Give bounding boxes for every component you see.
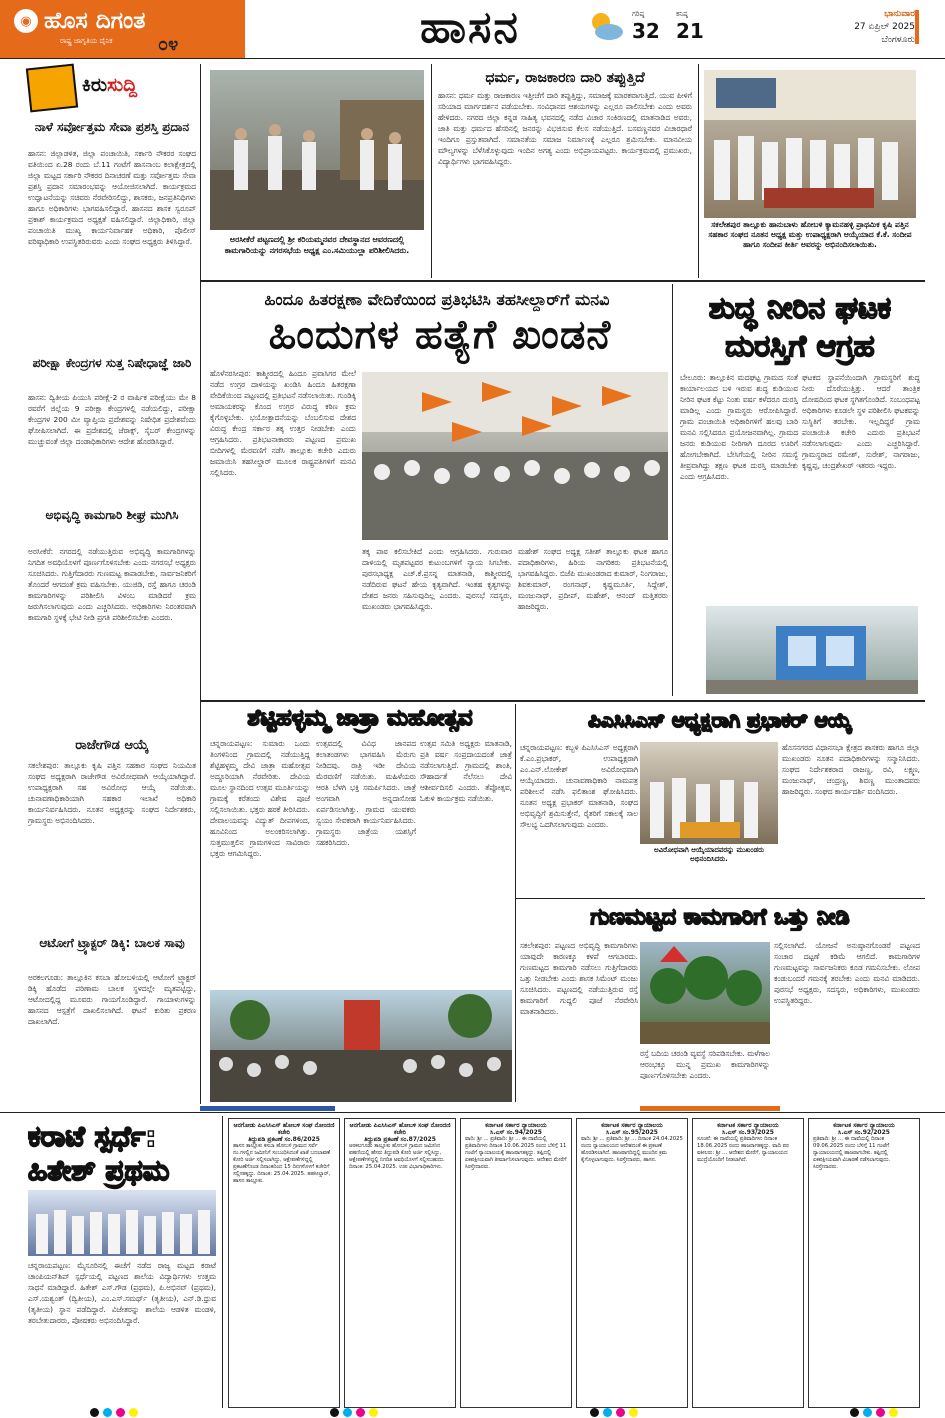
page-number: ೦೪ <box>158 34 179 55</box>
pacs-body-1: ಚನ್ನರಾಯಪಟ್ಟಣ: ಕಬ್ಬಳಿ ಪಿಎಸಿಸಿಎಸ್ ಅಧ್ಯಕ್ಷರಾಗಿ ಕೆ.ಎಂ.ಪ್ರಭಾಕರ್, ಉಪಾಧ್ಯಕ್ಷರಾಗಿ ಎಂ.ಎನ್.ಲೋಕೇಶ್ ಅವಿರೋಧವಾಗಿ ಆಯ್ಕೆಯಾದರು. ಚುನಾವಣಾಧಿಕಾರಿ ನಾಮಪತ್ರ ಪರಿಶೀಲನೆ ನಡೆಸಿ ಫಲಿತಾಂಶ ಘೋಷಿಸಿದರು. ನೂತನ ಅಧ್ಯಕ್ಷ ಪ್ರಭಾಕರ್ ಮಾತನಾಡಿ, ಸಂಘದ ಅಭಿವೃದ್ಧಿಗೆ ಶ್ರಮಿಸುತ್ತೇನೆ, ರೈತರಿಗೆ ಸಕಾಲಕ್ಕೆ ಸಾಲ ಸೌಲಭ್ಯ ಒದಗಿಸಲಾಗುವುದು ಎಂದರು. <box>520 743 638 829</box>
photo-protest <box>362 372 668 540</box>
kiru-suddi-title: ಕಿರುಸುದ್ದಿ <box>82 74 138 96</box>
lead-body-1: ಹೊಳೆನರಸೀಪುರ: ಕಾಶ್ಮೀರದಲ್ಲಿ ಹಿಂದೂ ಪ್ರವಾಸಿಗರ ಮೇಲೆ ನಡೆದ ಉಗ್ರರ ದಾಳಿಯನ್ನು ಖಂಡಿಸಿ ಹಿಂದೂ ಹಿತರಕ್ಷಣಾ ವೇದಿಕೆಯಿಂದ ಪಟ್ಟಣದಲ್ಲಿ ಪ್ರತಿಭಟನೆ ನಡೆಸಲಾಯಿತು. ಗುಂಡಿಕ್ಕಿ ಅಮಾಯಕರನ್ನು ಕೊಂದ ಉಗ್ರರ ವಿರುದ್ಧ ಕಠಿಣ ಕ್ರಮ ಕೈಗೊಳ್ಳಬೇಕು. ಭಯೋತ್ಪಾದನೆಯನ್ನು ಬೆಂಬಲಿಸುವ ದೇಶದ ವಿರುದ್ಧ ಕೇಂದ್ರ ಸರ್ಕಾರ ತಕ್ಕ ಉತ್ತರ ನೀಡಬೇಕು ಎಂದು ಆಗ್ರಹಿಸಿದರು. ಪ್ರತಿಭಟನಾಕಾರರು ಪಟ್ಟಣದ ಪ್ರಮುಖ ಬೀದಿಗಳಲ್ಲಿ ಮೆರವಣಿಗೆ ನಡೆಸಿ ತಾಲ್ಲೂಕು ಕಚೇರಿ ಎದುರು ಜಮಾಯಿಸಿ ತಹಸೀಲ್ದಾರ್ ಮೂಲಕ ರಾಷ್ಟ್ರಪತಿಗಳಿಗೆ ಮನವಿ ಸಲ್ಲಿಸಿದರು. <box>210 369 356 477</box>
photo-water-unit <box>706 606 918 694</box>
photo-felicitation-people-icon <box>704 70 916 218</box>
jatre-body-1: ಚನ್ನರಾಯಪಟ್ಟಣ: ಸುಮಾರು ಒಂದು ತಿಂಗಳಿನಿಂದ ಗ್ರಾಮದಲ್ಲಿ ನಡೆಯುತ್ತಿದ್ದ ಶೆಟ್ಟಿಹಳ್ಳಮ್ಮ ದೇವಿ ಜಾತ್ರಾ ಮಹೋತ್ಸವ ಅದ್ದೂರಿಯಾಗಿ ನೆರವೇರಿತು. ದೇವಿಯ ಮೂಲ ಸ್ಥಾನದಿಂದ ಉತ್ಸವ ಮೂರ್ತಿಯನ್ನು ಗ್ರಾಮಕ್ಕೆ ಕರೆತಂದು ವಿಶೇಷ ಪೂಜೆ ಸಲ್ಲಿಸಲಾಯಿತು. ಭಕ್ತರು ಹರಕೆ ತೀರಿಸಿದರು. ದೇವಾಲಯವನ್ನು ವಿದ್ಯುತ್ ದೀಪಗಳಿಂದ, ಹೂವಿನಿಂದ ಅಲಂಕರಿಸಲಾಗಿತ್ತು. ಸುತ್ತಮುತ್ತಲಿನ ಗ್ರಾಮಗಳಿಂದ ಸಾವಿರಾರು ಭಕ್ತರು ಆಗಮಿಸಿದ್ದರು. <box>210 739 310 858</box>
photo-karate-students-icon <box>28 1190 216 1256</box>
column-rule <box>698 64 699 278</box>
caption-felicitation: ಸಕಲೇಶಪುರ ತಾಲ್ಲೂಕು ಹಾನುಬಾಳು ಹೋಬಳಿ ಕ್ಯಾಮನಹಳ್ಳಿ ಪ್ರಾಥಮಿಕ ಕೃಷಿ ಪತ್ತಿನ ಸಹಕಾರ ಸಂಘದ ನೂತನ ಅಧ್ಯಕ್ಷ ಮತ್ತು ಉಪಾಧ್ಯಕ್ಷರಾಗಿ ಆಯ್ಕೆಯಾದ ಕೆ.ಕೆ. ಸಂದೀಪ ಹಾಗೂ ಸಂದೀಪ ಕೀರ್ತಿ ಅವರನ್ನು ಅಭಿನಂದಿಸಲಾಯಿತು. <box>708 220 912 249</box>
section-rule <box>200 700 925 702</box>
min-temp: ಕನಿಷ್ಠ 21 <box>676 10 704 43</box>
dateline: ಭಾನುವಾರ 27 ಏಪ್ರಿಲ್ 2025 ಬೆಂಗಳೂರು <box>854 9 915 45</box>
brief-body-2: ಹಾಸನ: ದ್ವಿತೀಯ ಪಿಯುಸಿ ಪರೀಕ್ಷೆ-2 ರ ವಾರ್ಷಿಕ ಪರೀಕ್ಷೆಯು ಮೇ 8 ರವರೆಗೆ ಜಿಲ್ಲೆಯ 9 ಪರೀಕ್ಷಾ ಕೇಂದ್ರಗಳಲ್ಲಿ ನಡೆಯಲಿದ್ದು, ಪರೀಕ್ಷಾ ಕೇಂದ್ರಗಳ 200 ಮೀ ವ್ಯಾಪ್ತಿಯ ಪ್ರದೇಶವನ್ನು ನಿಷೇಧಿತ ಪ್ರದೇಶವೆಂದು ಘೋಷಿಸಲಾಗಿದೆ. ಈ ಪ್ರದೇಶದಲ್ಲಿ ಜೆರಾಕ್ಸ್, ಸೈಬರ್ ಕೇಂದ್ರಗಳನ್ನು ಮುಚ್ಚುವಂತೆ ಜಿಲ್ಲಾ ದಂಡಾಧಿಕಾರಿಗಳು ಆದೇಶ ಹೊರಡಿಸಿದ್ದಾರೆ. <box>28 393 196 446</box>
water-headline: ಶುದ್ಧ ನೀರಿನ ಘಟಕ ದುರಸ್ತಿಗೆ ಆಗ್ರಹ <box>708 291 892 364</box>
registration-dots-mid <box>330 1408 378 1417</box>
registration-dots-far-right <box>850 1408 898 1417</box>
photo-quality-plantation-icon <box>640 942 770 1044</box>
kiru-hand-icon <box>26 64 78 113</box>
logo <box>14 6 234 36</box>
brief-headline-3: ಅಭಿವೃದ್ಧಿ ಕಾಮಗಾರಿ ಶೀಘ್ರ ಮುಗಿಸಿ <box>45 508 179 522</box>
lead-headline: ಹಿಂದುಗಳ ಹತ್ಯೆಗೆ ಖಂಡನೆ <box>268 312 612 358</box>
brief-headline-1: ನಾಳೆ ಸರ್ವೋತ್ತಮ ಸೇವಾ ಪ್ರಶಸ್ತಿ ಪ್ರದಾನ <box>34 120 190 134</box>
jatre-body-2: ಉತ್ಸವದಲ್ಲಿ ವಿವಿಧ ಜಾನಪದ ಕಲಾತಂಡಗಳು ಭಾಗವಹಿಸಿ ಮೆರುಗು ನೀಡಿದವು. ರಾತ್ರಿ ಇಡೀ ದೇವಿಯ ಮೆರವಣಿಗೆ ನಡೆಯಿತು. ಮಹಿಳೆಯರು ಆರತಿ ಬೆಳಗಿ ಭಕ್ತಿ ಸಮರ್ಪಿಸಿದರು. ಜಾತ್ರೆ ಅಂಗವಾಗಿ ಅನ್ನದಾಸೋಹ ಏರ್ಪಡಿಸಲಾಗಿತ್ತು. ಗ್ರಾಮದ ಯುವಕರು ಸ್ವಯಂ ಸೇವಕರಾಗಿ ಕಾರ್ಯನಿರ್ವಹಿಸಿದರು. ಗ್ರಾಮಸ್ಥರು ಜಾತ್ರೆಯ ಯಶಸ್ಸಿಗೆ ಸಹಕರಿಸಿದರು. <box>316 739 416 847</box>
notice-2: ಆನಗೋಡು ಪಿಎಸಿಸಿಎಸ್ ಹೋಬಳಿ ಸಂಘ ನೋಂದಣಿ ಕಚೇರಿ ತಿದ್ದುಪಡಿ ಪ್ರಕಟಣೆ ಸಂ.87/2025 ಅರಕಲಗೂಡು ತಾಲ್ಲೂಕು ಹೋಬಳಿ ಗ್ರಾಮದ ಜಮೀನಿನ ಪಹಣಿಯಲ್ಲಿ ಹೆಸರು ತಿದ್ದುಪಡಿ ಕೋರಿ ಅರ್ಜಿ ಸಲ್ಲಿಸಿದ್ದು, ಆಕ್ಷೇಪಣೆಗಳಿದ್ದಲ್ಲಿ ನಿಗದಿತ ಅವಧಿಯೊಳಗೆ ಸಲ್ಲಿಸಬಹುದು. ದಿನಾಂಕ: 25.04.2025. ಉಪ ವಿಭಾಗಾಧಿಕಾರಿಗಳು. <box>344 1118 456 1408</box>
quality-headline: ಗುಣಮಟ್ಟದ ಕಾಮಗಾರಿಗೆ ಒತ್ತು ನೀಡಿ <box>590 905 850 930</box>
legal-notices <box>228 1118 920 1408</box>
photo-inspection-people-icon <box>210 70 424 230</box>
water-body-2: ಘಟಕದ ಸ್ಥಾಪನೆಯಿಂದಾಗಿ ಗ್ರಾಮಸ್ಥರಿಗೆ ಶುದ್ಧ ನೀರು ದೊರೆಯುತ್ತಿತ್ತು. ಆದರೆ ತಾಂತ್ರಿಕ ದೋಷದಿಂದ ಘಟಕ ಸ್ಥಗಿತಗೊಂಡಿದೆ. ಸಂಬಂಧಪಟ್ಟ ಅಧಿಕಾರಿಗಳು ಕೂಡಲೇ ಸ್ಥಳ ಪರಿಶೀಲಿಸಿ ಘಟಕವನ್ನು ಸುಸ್ಥಿತಿಗೆ ತರಬೇಕು. ಇಲ್ಲದಿದ್ದರೆ ಗ್ರಾಮ ಪಂಚಾಯಿತಿ ಕಚೇರಿ ಎದುರು ಪ್ರತಿಭಟನೆ ನಡೆಸಲಾಗುವುದು ಎಂದು ಎಚ್ಚರಿಸಿದ್ದಾರೆ. ಗ್ರಾಮಸ್ಥರಾದ ರಮೇಶ್, ಸುರೇಶ್, ನಾಗರಾಜು, ಕೃಷ್ಣಪ್ಪ, ಚಂದ್ರಶೇಖರ್ ಇತರರು ಇದ್ದರು. <box>802 373 920 470</box>
column-rule <box>200 64 201 1104</box>
brief-headline-5: ಆಟೋಗೆ ಟ್ರ್ಯಾಕ್ಟರ್ ಡಿಕ್ಕಿ: ಬಾಲಕ ಸಾವು <box>39 936 185 950</box>
karate-headline: ಕರಾಟೆ ಸ್ಪರ್ಧೆ: ಹಿತೇಶ್ ಪ್ರಥಮ <box>28 1120 170 1187</box>
jatre-headline: ಶೆಟ್ಟಿಹಳ್ಳಮ್ಮ ಜಾತ್ರಾ ಮಹೋತ್ಸವ <box>247 706 473 731</box>
brief-body-3: ಅರಸೀಕೆರೆ: ನಗರದಲ್ಲಿ ನಡೆಯುತ್ತಿರುವ ಅಭಿವೃದ್ಧಿ ಕಾಮಗಾರಿಗಳನ್ನು ನಿಗದಿತ ಅವಧಿಯೊಳಗೆ ಪೂರ್ಣಗೊಳಿಸಬೇಕು ಎಂದು ನಗರಸಭೆ ಅಧ್ಯಕ್ಷರು ಸೂಚಿಸಿದರು. ಗುತ್ತಿಗೆದಾರರು ಗುಣಮಟ್ಟ ಕಾಪಾಡಬೇಕು, ಸಾರ್ವಜನಿಕರಿಗೆ ತೊಂದರೆ ಆಗದಂತೆ ಕ್ರಮ ವಹಿಸಬೇಕು. ಯುಜಿಡಿ, ರಸ್ತೆ ಹಾಗೂ ಚರಂಡಿ ಕಾಮಗಾರಿಗಳನ್ನು ಪರಿಶೀಲಿಸಿ ವಿಳಂಬ ಮಾಡಿದರೆ ಕ್ರಮ ಜರುಗಿಸಲಾಗುವುದು ಎಂದು ಎಚ್ಚರಿಸಿದರು. ಅಧಿಕಾರಿಗಳು ನಿರಂತರವಾಗಿ ಕಾಮಗಾರಿ ಸ್ಥಳಕ್ಕೆ ಭೇಟಿ ನೀಡಿ ಪ್ರಗತಿ ಪರಿಶೀಲಿಸಬೇಕು ಎಂದರು. <box>28 547 196 622</box>
brief-headline-2: ಪರೀಕ್ಷಾ ಕೇಂದ್ರಗಳ ಸುತ್ತ ನಿಷೇಧಾಜ್ಞೆ ಜಾರಿ <box>32 356 192 370</box>
water-body-1: ಬೇಲೂರು: ತಾಲ್ಲೂಕಿನ ಮದಘಟ್ಟ ಗ್ರಾಮದ ಸಂತೆ ಕಾರ್ಯಾಲಯದ ಬಳಿ ಇರುವ ಶುದ್ಧ ಕುಡಿಯುವ ನೀರಿನ ಘಟಕ ಕೆಟ್ಟು ನಿಂತು ವರ್ಷ ಕಳೆದರೂ ದುರಸ್ತಿ ಮಾಡಿಲ್ಲ ಎಂದು ಗ್ರಾಮಸ್ಥರು ಆರೋಪಿಸಿದ್ದಾರೆ. ಗ್ರಾಮ ಪಂಚಾಯಿತಿ ಅಧಿಕಾರಿಗಳಿಗೆ ಹಲವು ಬಾರಿ ಮನವಿ ಸಲ್ಲಿಸಿದರೂ ಪ್ರಯೋಜನವಾಗಿಲ್ಲ. ಗ್ರಾಮದ ಜನರು ಕುಡಿಯುವ ನೀರಿಗಾಗಿ ದೂರದ ಊರಿಗೆ ಹೋಗಬೇಕಾಗಿದೆ. ಬೇಸಿಗೆಯಲ್ಲಿ ನೀರಿನ ಸಮಸ್ಯೆ ತೀವ್ರವಾಗಿದ್ದು ತಕ್ಷಣ ಘಟಕ ದುರಸ್ತಿ ಮಾಡಬೇಕು ಎಂದು ಆಗ್ರಹಿಸಿದರು. <box>680 373 798 481</box>
brief-body-5: ಅರಕಲಗೂಡು: ತಾಲ್ಲೂಕಿನ ಕಸಬಾ ಹೋಬಳಿಯಲ್ಲಿ ಆಟೋಗೆ ಟ್ರ್ಯಾಕ್ಟರ್ ಡಿಕ್ಕಿ ಹೊಡೆದ ಪರಿಣಾಮ ಬಾಲಕ ಸ್ಥಳದಲ್ಲೇ ಮೃತಪಟ್ಟಿದ್ದು, ಆಟೋದಲ್ಲಿದ್ದ ಮೂವರು ಗಾಯಗೊಂಡಿದ್ದಾರೆ. ಗಾಯಾಳುಗಳನ್ನು ಹಾಸನದ ಆಸ್ಪತ್ರೆಗೆ ದಾಖಲಿಸಲಾಗಿದೆ. ಘಟನೆ ಕುರಿತು ಪ್ರಕರಣ ದಾಖಲಾಗಿದೆ. <box>28 973 196 1026</box>
logo-emblem-icon: ◉ <box>14 9 38 33</box>
photo-jatre-procession-icon <box>210 990 512 1102</box>
brief-body-4: ಸಕಲೇಶಪುರ: ತಾಲ್ಲೂಕು ಕೃಷಿ ಪತ್ತಿನ ಸಹಕಾರ ಸಂಘದ ನಿಯಮಿತ ಸಂಘದ ಅಧ್ಯಕ್ಷರಾಗಿ ರಾಜೇಗೌಡ ಅವಿರೋಧವಾಗಿ ಆಯ್ಕೆಯಾಗಿದ್ದಾರೆ. ಉಪಾಧ್ಯಕ್ಷರಾಗಿ ಸಹ ಅವಿರೋಧ ಆಯ್ಕೆ ನಡೆಯಿತು. ಚುನಾವಣಾಧಿಕಾರಿಯಾಗಿ ಸಹಕಾರ ಇಲಾಖೆ ಅಧಿಕಾರಿ ಕಾರ್ಯನಿರ್ವಹಿಸಿದರು. ನೂತನ ಅಧ್ಯಕ್ಷರನ್ನು ಸಂಘದ ನಿರ್ದೇಶಕರು, ಗ್ರಾಮಸ್ಥರು ಅಭಿನಂದಿಸಿದರು. <box>28 761 196 825</box>
pacs-body-2: ಹೊಸನಗರದ ವಿಧಾನಸಭಾ ಕ್ಷೇತ್ರದ ಶಾಸಕರು ಹಾಗೂ ಜಿಲ್ಲಾ ಮುಖಂಡರು ನೂತನ ಪದಾಧಿಕಾರಿಗಳನ್ನು ಸನ್ಮಾನಿಸಿದರು. ಸಂಘದ ನಿರ್ದೇಶಕರಾದ ರಾಜಣ್ಣ, ರವಿ, ಲಕ್ಷ್ಮಣ, ಮಂಜುನಾಥ್, ಚಂದ್ರಣ್ಣ, ಶಿವಣ್ಣ ಮುಂತಾದವರು ಹಾಜರಿದ್ದರು. ಸಂಘದ ಕಾರ್ಯದರ್ಶಿ ವಂದಿಸಿದರು. <box>782 743 920 796</box>
caption-inspection: ಅರಸೀಕೆರೆ ಪಟ್ಟಣದಲ್ಲಿ ಶ್ರೀ ಕರಿಯಮ್ಮನವರ ದೇವಸ್ಥಾನದ ಆವರಣದಲ್ಲಿ ಕಾಮಗಾರಿಯನ್ನು ನಗರಸಭೆಯ ಅಧ್ಯಕ್ಷ ಎಂ.ಸಮಿಯುಲ್ಲಾ ಪರಿಶೀಲಿಸಿದರು. <box>224 235 410 255</box>
photo-pacs-people-icon <box>640 742 778 844</box>
photo-inspection <box>210 70 424 230</box>
section-rule <box>515 898 925 899</box>
lead-kicker: ಹಿಂದೂ ಹಿತರಕ್ಷಣಾ ವೇದಿಕೆಯಿಂದ ಪ್ರತಿಭಟಿಸಿ ತಹಸೀಲ್ದಾರ್‌ಗೆ ಮನವಿ <box>264 290 610 309</box>
brief-headline-4: ರಾಜೇಗೌಡ ಆಯ್ಕೆ <box>75 738 149 753</box>
jatre-body-3: ಉತ್ಸವ ಸಮಿತಿ ಅಧ್ಯಕ್ಷರು ಮಾತನಾಡಿ, ಪ್ರತಿ ವರ್ಷ ಸಂಪ್ರದಾಯದಂತೆ ಜಾತ್ರೆ ನಡೆಸಲಾಗುತ್ತಿದೆ. ಗ್ರಾಮದಲ್ಲಿ ಶಾಂತಿ, ಸೌಹಾರ್ದತೆ ನೆಲೆಸಲು ದೇವಿ ಆಶೀರ್ವದಿಸಲಿ ಎಂದರು. ತೆಪ್ಪೋತ್ಸವ, ಓಕುಳಿ ಕಾರ್ಯಕ್ರಮ ನಡೆಯಿತು. <box>420 739 512 803</box>
max-temp: ಗರಿಷ್ಠ 32 <box>632 10 660 43</box>
registration-dots-right <box>590 1408 638 1417</box>
lead-body-3: ತಕ್ಕ ಪಾಠ ಕಲಿಸಬೇಕಿದೆ ಎಂದು ಆಗ್ರಹಿಸಿದರು. ಗುರುವಾರ ದಾಳಿಯಲ್ಲಿ ಮೃತಪಟ್ಟವರ ಕುಟುಂಬಗಳಿಗೆ ನ್ಯಾಯ ಸಿಗಬೇಕು. ಪುರಸಭಾಧ್ಯಕ್ಷ ಎಚ್.ಕೆ.ಪ್ರಸನ್ನ ಮಾತನಾಡಿ, ಕಾಶ್ಮೀರದಲ್ಲಿ ನಡೆದಿರುವ ಘಟನೆ ಹೇಯ ಕೃತ್ಯವಾಗಿದೆ. ಇಂತಹ ಕೃತ್ಯಗಳನ್ನು ದೇಶದ ಜನರು ಸಹಿಸುವುದಿಲ್ಲ ಎಂದರು. ಪುರಸಭೆ ಸದಸ್ಯರು, ಮುಖಂಡರು ಭಾಗವಹಿಸಿದ್ದರು. <box>362 547 512 611</box>
notice-4: ಕರ್ನಾಟಕ ಸರ್ಕಾರ ನ್ಯಾಯಾಲಯ ಸಿ.ಎಸ್ ಸಂ.95/2025 ವಾದಿ: ಶ್ರೀ ... ಪ್ರತಿವಾದಿ: ಶ್ರೀ ... ದಿನಾಂಕ 24.04.2025 ರಂದು ನ್ಯಾಯಾಲಯದ ಆದೇಶದಂತೆ ಈ ಪ್ರಕಟಣೆ ಹೊರಡಿಸಲಾಗಿದೆ. ಹಾಜರಾಗದಿದ್ದಲ್ಲಿ ಮುಂದಿನ ಕ್ರಮ ಕೈಗೊಳ್ಳಲಾಗುವುದು. ಸಿರಸ್ತೇದಾರರು, ಹಾಸನ. <box>576 1118 688 1408</box>
column-rule <box>672 284 673 696</box>
headline-dharma: ಧರ್ಮ, ರಾಜಕಾರಣ ದಾರಿ ತಪ್ಪುತ್ತಿದೆ <box>485 70 645 86</box>
color-bar-orange <box>640 1106 780 1111</box>
masthead-rule <box>0 58 945 59</box>
body-dharma: ಹಾಸನ: ಧರ್ಮ ಮತ್ತು ರಾಜಕಾರಣ ಇತ್ತೀಚೆಗೆ ದಾರಿ ತಪ್ಪುತ್ತಿದ್ದು, ಸಮಾಜಕ್ಕೆ ಮಾರಕವಾಗುತ್ತಿದೆ. ಯುವ ಪೀಳಿಗೆ ಸರಿಯಾದ ಮಾರ್ಗದರ್ಶನ ಪಡೆಯಬೇಕು. ಸಂವಿಧಾನದ ಆಶಯಗಳನ್ನು ಎಲ್ಲರೂ ಪಾಲಿಸಬೇಕು ಎಂದು ಅವರು ಹೇಳಿದರು. ನಗರದ ಜಿಲ್ಲಾ ಕನ್ನಡ ಸಾಹಿತ್ಯ ಭವನದಲ್ಲಿ ನಡೆದ ವಿಚಾರ ಸಂಕಿರಣದಲ್ಲಿ ಮಾತನಾಡಿದ ಅವರು, ಜಾತಿ ಮತ್ತು ಧರ್ಮದ ಹೆಸರಿನಲ್ಲಿ ಜನರನ್ನು ವಿಭಜಿಸುವ ಕೆಲಸ ನಡೆಯುತ್ತಿದೆ. ಬಸವಣ್ಣನವರ ವಿಚಾರಧಾರೆ ಇಂದಿಗೂ ಪ್ರಸ್ತುತವಾಗಿದೆ. ಸಮಾನತೆಯ ಸಮಾಜ ನಿರ್ಮಾಣಕ್ಕೆ ಎಲ್ಲರೂ ಶ್ರಮಿಸಬೇಕು. ಮಾನವೀಯ ಮೌಲ್ಯಗಳನ್ನು ಬೆಳೆಸಿಕೊಳ್ಳುವುದು ಇಂದಿನ ಅಗತ್ಯ ಎಂದು ಅಭಿಪ್ರಾಯಪಟ್ಟರು. ಕಾರ್ಯಕ್ರಮದಲ್ಲಿ ಪ್ರಮುಖರು, ವಿದ್ಯಾರ್ಥಿಗಳು ಭಾಗವಹಿಸಿದ್ದರು. <box>438 91 692 166</box>
section-rule <box>0 1112 945 1113</box>
city-title: ಹಾಸನ <box>420 2 520 53</box>
section-rule <box>200 280 925 282</box>
quality-body-1: ಸಕಲೇಶಪುರ: ಪಟ್ಟಣದ ಅಭಿವೃದ್ಧಿ ಕಾಮಗಾರಿಗಳು ಯಾವುದೇ ಕಾರಣಕ್ಕೂ ಕಳಪೆ ಆಗಬಾರದು. ಗುಣಮಟ್ಟದ ಕಾಮಗಾರಿ ನಡೆಸಲು ಗುತ್ತಿಗೆದಾರರು ಒತ್ತು ನೀಡಬೇಕು ಎಂದು ಶಾಸಕ ಸಿಮೆಂಟ್ ಮಂಜು ಸೂಚಿಸಿದರು. ಪಟ್ಟಣದಲ್ಲಿ ನಡೆಯುತ್ತಿರುವ ರಸ್ತೆ ಕಾಮಗಾರಿಗೆ ಗುದ್ದಲಿ ಪೂಜೆ ನೆರವೇರಿಸಿ ಮಾತನಾಡಿದರು. <box>520 941 638 1016</box>
lead-body-4: ಮಹೇಶ್ ಸಂಘದ ಅಧ್ಯಕ್ಷ ಸತೀಶ್ ತಾಲ್ಲೂಕು ಘಟಕ ಹಾಗೂ ಪದಾಧಿಕಾರಿಗಳು, ಹಿರಿಯ ನಾಗರಿಕರು ಪ್ರತಿಭಟನೆಯಲ್ಲಿ ಭಾಗವಹಿಸಿದ್ದರು. ಬಿಜೆಪಿ ಮುಖಂಡರಾದ ಕುಮಾರ್, ನಿಂಗರಾಜು, ಶಿವಕುಮಾರ್, ರಂಗನಾಥ್, ಕೃಷ್ಣಮೂರ್ತಿ, ಸಿದ್ದೇಶ್, ಮಂಜುನಾಥ್, ಪ್ರದೀಪ್, ಮಹೇಶ್, ಆನಂದ್ ಮತ್ತಿತರರು ಹಾಜರಿದ್ದರು. <box>518 547 668 611</box>
quality-body-3: ರಸ್ತೆ ಬದಿಯ ಚರಂಡಿ ವ್ಯವಸ್ಥೆ ಸರಿಪಡಿಸಬೇಕು. ಮಳೆಗಾಲ ಆರಂಭಕ್ಕೂ ಮುನ್ನ ಪ್ರಮುಖ ಕಾಮಗಾರಿಗಳನ್ನು ಪೂರ್ಣಗೊಳಿಸಬೇಕು ಎಂದರು. <box>640 1049 770 1080</box>
photo-felicitation <box>704 70 916 218</box>
registration-dots-left <box>90 1408 138 1417</box>
column-rule <box>222 1116 223 1408</box>
photo-quality <box>640 942 770 1044</box>
dateline-bar <box>915 10 919 44</box>
photo-pacs <box>640 742 778 844</box>
weather-cloud-sun-icon <box>585 8 625 44</box>
color-bar-blue <box>200 1106 335 1111</box>
notice-5: ಕರ್ನಾಟಕ ಸರ್ಕಾರ ನ್ಯಾಯಾಲಯ ಸಿ.ಎಸ್ ಸಂ.93/2025 ಸೂಚನೆ: ಈ ದಾವೆಯಲ್ಲಿ ಪ್ರತಿವಾದಿಗಳು ದಿನಾಂಕ 18.06.2025 ರಂದು ಹಾಜರಾಗತಕ್ಕದ್ದು. ವಾದಿ ಪರ ವಕೀಲರು: ಶ್ರೀ ... ಆದೇಶದ ಮೇರೆಗೆ, ನ್ಯಾಯಾಲಯದ ಮುದ್ರೆಯೊಂದಿಗೆ ನೀಡಲಾಗಿದೆ. <box>692 1118 804 1408</box>
notice-6: ಕರ್ನಾಟಕ ಸರ್ಕಾರ ನ್ಯಾಯಾಲಯ ಸಿ.ಎಸ್ ಸಂ.92/2025 ಪ್ರತಿವಾದಿ: ಶ್ರೀ ... ಈ ದಾವೆಯಲ್ಲಿ ದಿನಾಂಕ 09.06.2025 ರಂದು ಬೆಳಿಗ್ಗೆ 11 ಗಂಟೆಗೆ ನ್ಯಾಯಾಲಯದಲ್ಲಿ ಹಾಜರಾಗಬೇಕು. ತಪ್ಪಿದಲ್ಲಿ ಏಕಪಕ್ಷೀಯವಾಗಿ ವಿಚಾರಣೆ ನಡೆಸಲಾಗುವುದು. ಸಿರಸ್ತೇದಾರರು. <box>808 1118 920 1408</box>
pacs-headline: ಪಿಎಸಿಸಿಎಸ್ ಅಧ್ಯಕ್ಷರಾಗಿ ಪ್ರಭಾಕರ್ ಆಯ್ಕೆ <box>588 708 852 732</box>
photo-jatre <box>210 990 512 1102</box>
photo-protest-crowd-icon <box>362 372 668 540</box>
quality-body-4: ಸಲ್ಲಿಸಲಾಗಿದೆ. ಯೋಜನೆ ಅನುಷ್ಠಾನಗೊಂಡರೆ ಪಟ್ಟಣದ ಸಂಚಾರ ದಟ್ಟಣೆ ಕಡಿಮೆ ಆಗಲಿದೆ. ಕಾಮಗಾರಿಗಳ ಗುಣಮಟ್ಟವನ್ನು ಸಾರ್ವಜನಿಕರು ಕೂಡ ಗಮನಿಸಬೇಕು. ಲೋಪ ಕಂಡುಬಂದರೆ ಗಮನಕ್ಕೆ ತರಬೇಕು ಎಂದು ಮನವಿ ಮಾಡಿದರು. ಪುರಸಭೆ ಅಧ್ಯಕ್ಷರು, ಸದಸ್ಯರು, ಅಧಿಕಾರಿಗಳು, ಮುಖಂಡರು ಉಪಸ್ಥಿತರಿದ್ದರು. <box>774 941 920 1005</box>
brief-body-1: ಹಾಸನ: ಜಿಲ್ಲಾಡಳಿತ, ಜಿಲ್ಲಾ ಪಂಚಾಯಿತಿ, ಸರ್ಕಾರಿ ನೌಕರರ ಸಂಘದ ವತಿಯಿಂದ ಏ.28 ರಂದು ಬೆ.11 ಗಂಟೆಗೆ ಹಾಸನಾಂಬ ಕಲಾಕ್ಷೇತ್ರದಲ್ಲಿ ಜಿಲ್ಲಾ ಮಟ್ಟದ ಸರ್ಕಾರಿ ನೌಕರರ ದಿನಾಚರಣೆ ಮತ್ತು ಸರ್ವೋತ್ತಮ ಸೇವಾ ಪ್ರಶಸ್ತಿ ಪ್ರದಾನ ಸಮಾರಂಭವನ್ನು ಆಯೋಜಿಸಲಾಗಿದೆ. ಕಾರ್ಯಕ್ರಮದ ಉದ್ಘಾಟನೆಯನ್ನು ಸಚಿವರು ನೆರವೇರಿಸಲಿದ್ದು, ಶಾಸಕರು, ಜನಪ್ರತಿನಿಧಿಗಳು ಹಾಗೂ ಅಧಿಕಾರಿಗಳು ಭಾಗವಹಿಸಲಿದ್ದಾರೆ. ಹಾಸನದ ಶಾಸಕ ಸ್ವರೂಪ್ ಪ್ರಕಾಶ್ ಕಾರ್ಯಕ್ರಮದ ಅಧ್ಯಕ್ಷತೆ ವಹಿಸಲಿದ್ದಾರೆ. ಜಿಲ್ಲಾಧಿಕಾರಿ, ಜಿಲ್ಲಾ ಪಂಚಾಯಿತಿ ಮುಖ್ಯ ಕಾರ್ಯನಿರ್ವಾಹಕ ಅಧಿಕಾರಿ, ಪೊಲೀಸ್ ವರಿಷ್ಠಾಧಿಕಾರಿ ಉಪಸ್ಥಿತರಿರುವರು ಎಂದು ಸಂಘದ ಅಧ್ಯಕ್ಷರು ತಿಳಿಸಿದ್ದಾರೆ. <box>28 149 196 246</box>
photo-water-unit-kiosk-icon <box>706 606 918 694</box>
notice-1: ಆನಗೋಡು ಪಿಎಸಿಸಿಎಸ್ ಹೋಬಳಿ ಸಂಘ ನೋಂದಣಿ ಕಚೇರಿ ತಿದ್ದುಪಡಿ ಪ್ರಕಟಣೆ ಸಂ.86/2025 ಹಾಸನ ತಾಲ್ಲೂಕು ಕಸಬಾ ಹೋಬಳಿ ಗ್ರಾಮದ ಸರ್ವೆ ನಂ.ಗಳಲ್ಲಿನ ಜಮೀನಿಗೆ ಸಂಬಂಧಿಸಿದಂತೆ ಖಾತೆ ಬದಲಾವಣೆ ಕೋರಿ ಅರ್ಜಿ ಸಲ್ಲಿಸಲಾಗಿದ್ದು, ಆಕ್ಷೇಪಣೆಗಳಿದ್ದಲ್ಲಿ ಪ್ರಕಟಣೆಗೊಂಡ ದಿನಾಂಕದಿಂದ 15 ದಿನಗಳೊಳಗೆ ಕಚೇರಿಗೆ ಸಲ್ಲಿಸತಕ್ಕದ್ದು. ದಿನಾಂಕ: 25.04.2025. ತಹಸೀಲ್ದಾರ್, ಹಾಸನ ತಾಲ್ಲೂಕು. <box>228 1118 340 1408</box>
photo-karate <box>28 1190 216 1256</box>
karate-body: ಚನ್ನರಾಯಪಟ್ಟಣ: ಮೈಸೂರಿನಲ್ಲಿ ಈಚೆಗೆ ನಡೆದ ರಾಜ್ಯ ಮಟ್ಟದ ಕರಾಟೆ ಚಾಂಪಿಯನ್‌ಶಿಪ್ ಸ್ಪರ್ಧೆಯಲ್ಲಿ ಪಟ್ಟಣದ ಶಾಲೆಯ ವಿದ್ಯಾರ್ಥಿಗಳು ಉತ್ತಮ ಸಾಧನೆ ಮಾಡಿದ್ದಾರೆ. ಹಿತೇಶ್ ಎಸ್.ಗೌಡ (ಪ್ರಥಮ), ಪಿ.ಅಭಿನವ್ (ಪ್ರಥಮ), ಎಸ್.ಯಶ್ವಂತ್ (ದ್ವಿತೀಯ), ಎಂ.ಎಸ್.ಸಮರ್ಥ್ (ತೃತೀಯ), ಎನ್.ಡಿ.ಧ್ರುವ (ತೃತೀಯ) ಸ್ಥಾನ ಪಡೆದಿದ್ದಾರೆ. ವಿಜೇತರನ್ನು ಶಾಲೆಯ ಆಡಳಿತ ಮಂಡಳಿ, ತರಬೇತುದಾರರು, ಪೋಷಕರು ಅಭಿನಂದಿಸಿದ್ದಾರೆ. <box>28 1261 216 1325</box>
caption-pacs: ಅವಿರೋಧವಾಗಿ ಆಯ್ಕೆಯಾದವರನ್ನು ಮುಖಂಡರು ಅಭಿನಂದಿಸಿದರು. <box>653 846 765 863</box>
column-rule <box>431 64 432 278</box>
logo-text: ಹೊಸ ದಿಗಂತ <box>44 8 146 34</box>
column-rule <box>515 704 516 1102</box>
notice-3: ಕರ್ನಾಟಕ ಸರ್ಕಾರ ನ್ಯಾಯಾಲಯ ಸಿ.ಎಸ್ ಸಂ.94/2025 ವಾದಿ: ಶ್ರೀ ... ಪ್ರತಿವಾದಿ: ಶ್ರೀ ... ಈ ದಾವೆಯಲ್ಲಿ ಪ್ರತಿವಾದಿಗಳು ದಿನಾಂಕ 10.06.2025 ರಂದು ಬೆಳಿಗ್ಗೆ 11 ಗಂಟೆಗೆ ನ್ಯಾಯಾಲಯಕ್ಕೆ ಹಾಜರಾಗತಕ್ಕದ್ದು. ತಪ್ಪಿದಲ್ಲಿ ಏಕಪಕ್ಷೀಯವಾಗಿ ತೀರ್ಮಾನಿಸಲಾಗುವುದು. ಆದೇಶದ ಮೇರೆಗೆ ಸಿರಸ್ತೇದಾರರು. <box>460 1118 572 1408</box>
tagline: ರಾಷ್ಟ್ರ ಜಾಗೃತಿಯ ದೈನಿಕ <box>60 37 113 45</box>
